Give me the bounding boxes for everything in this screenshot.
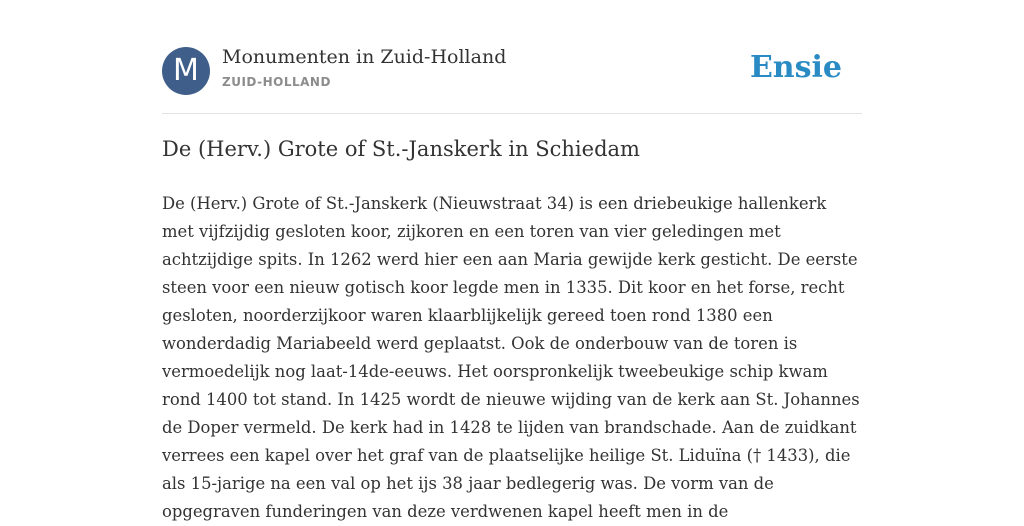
- brand-logo[interactable]: Ensie: [749, 50, 842, 85]
- source-title[interactable]: Monumenten in Zuid-Holland: [222, 46, 507, 68]
- source-subtitle: ZUID-HOLLAND: [222, 75, 331, 89]
- avatar[interactable]: M: [162, 47, 210, 95]
- page-title: De (Herv.) Grote of St.-Janskerk in Schiedam: [162, 137, 640, 161]
- divider: [162, 113, 862, 114]
- article-body: De (Herv.) Grote of St.-Janskerk (Nieuwstraat 34) is een driebeukige hallenkerk met vijfzijdig gesloten koor, zijkoren en een toren van vier geledingen met achtzijdige spits. In 1262 werd hier een aan Maria gewijde kerk gesticht. De eerste steen voor een nieuw gotisch koor legde men in 1335. Dit koor en het forse, recht gesloten, noorderzijkoor waren klaarblijkelijk gereed toen rond 1380 een wonderdadig Mariabeeld werd geplaatst. Ook de onderbouw van de toren is vermoedelijk nog laat-14de-eeuws. Het oorspronkelijk tweebeukige schip kwam rond 1400 tot stand. In 1425 wordt de nieuwe wijding van de kerk aan St. Johannes de Doper vermeld. De kerk had in 1428 te lijden van brandschade. Aan de zuidkant verrees een kapel over het graf van de plaatselijke heilige St. Liduïna († 1433), die als 15-jarige na een val op het ijs 38 jaar bedlegerig was. De vorm van de opgegraven funderingen van deze verdwenen kapel heeft men in de: [162, 194, 860, 521]
- article-card: [162, 0, 862, 521]
- source-header: [162, 46, 862, 96]
